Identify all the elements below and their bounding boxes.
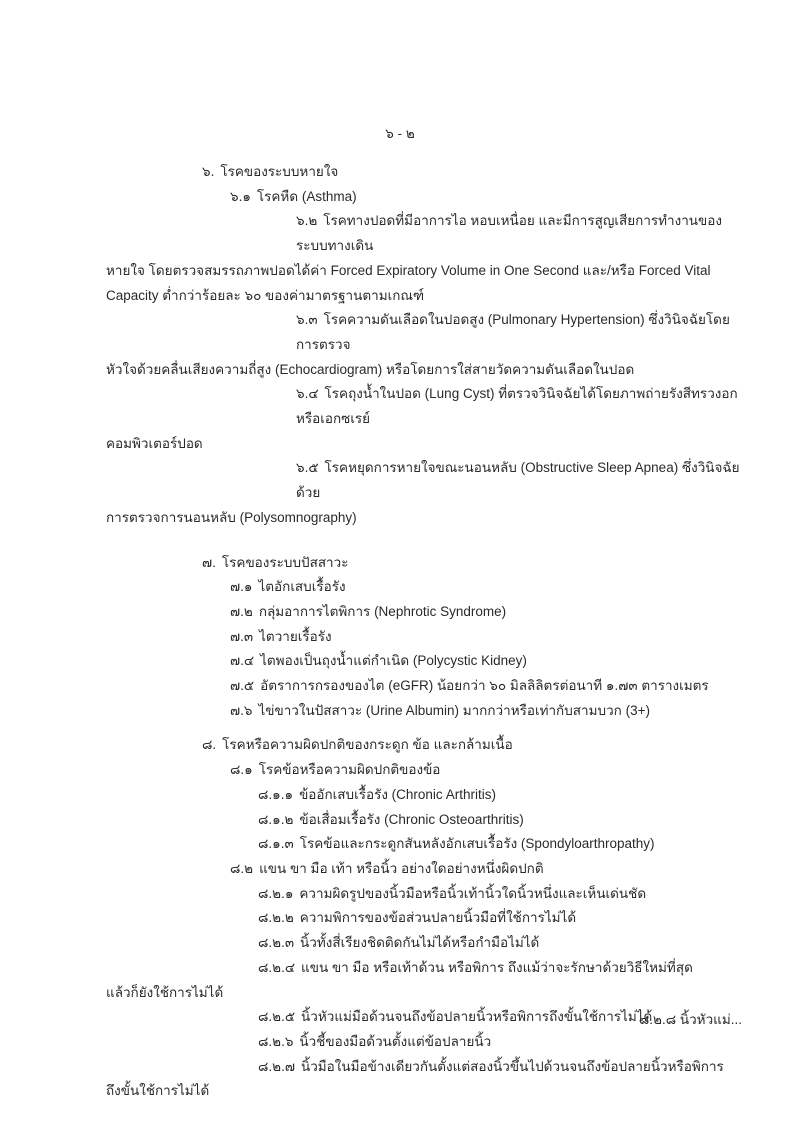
item-text: โรคหรือความผิดปกติของกระดูก ข้อ และกล้ามเนื้อ — [222, 737, 513, 753]
continuation-marker: ๘.๒.๘ นิ้วหัวแม่... — [638, 1012, 742, 1027]
list-item — [106, 832, 742, 857]
list-item — [106, 882, 742, 907]
list-item — [106, 931, 742, 956]
section-heading-7 — [106, 551, 742, 576]
continuation-line: คอมพิวเตอร์ปอด — [106, 435, 203, 451]
list-item — [106, 1055, 742, 1080]
item-text: แขน ขา มือ เท้า หรือนิ้ว อย่างใดอย่างหนึ่งผิดปกติ — [259, 860, 544, 876]
item-text: แขน ขา มือ หรือเท้าด้วน หรือพิการ ถึงแม้ว่าจะรักษาด้วยวิธีใหม่ที่สุด — [301, 959, 693, 975]
item-number: ๗. — [202, 554, 216, 570]
item-text: โรคของระบบหายใจ — [220, 164, 339, 179]
item-text: โรคข้อและกระดูกสันหลังอักเสบเรื้อรัง (Spondyloarthropathy) — [299, 836, 655, 852]
item-text: โรคข้อหรือความผิดปกติของข้อ — [258, 762, 441, 778]
item-text: นิ้วชี้ของมือด้วนตั้งแต่ข้อปลายนิ้ว — [299, 1033, 492, 1049]
item-number: ๖.๑ — [230, 188, 251, 204]
item-number: ๖. — [202, 164, 215, 179]
item-number: ๖.๒ — [296, 213, 318, 229]
list-item — [106, 758, 742, 783]
item-number: ๖.๕ — [296, 460, 319, 476]
item-number: ๘.๒.๕ — [258, 1009, 296, 1025]
item-text: ไตพองเป็นถุงน้ำแต่กำเนิด (Polycystic Kidney) — [260, 653, 527, 669]
item-text: นิ้วทั้งสี่เรียงชิดติดกันไม่ได้หรือกำมือไม่ได้ — [300, 935, 540, 951]
list-item — [106, 1030, 742, 1055]
list-item — [106, 308, 742, 357]
item-number: ๘.๒.๖ — [258, 1033, 294, 1049]
item-number: ๘.๒.๗ — [258, 1058, 295, 1074]
item-text: ข้อเสื่อมเรื้อรัง (Chronic Osteoarthritis) — [299, 811, 524, 827]
item-number: ๘. — [202, 737, 217, 753]
item-number: ๖.๓ — [296, 312, 318, 328]
item-number: ๘.๑.๒ — [258, 811, 294, 827]
continuation-line: แล้วก็ยังใช้การไม่ได้ — [106, 984, 224, 1000]
list-item — [106, 674, 742, 699]
list-item — [106, 625, 742, 650]
list-item — [106, 783, 742, 808]
item-text: โรคทางปอดที่มีอาการไอ หอบเหนื่อย และมีการสูญเสียการทำงานของระบบทางเดิน — [296, 213, 722, 254]
item-number: ๗.๖ — [230, 702, 253, 718]
item-number: ๘.๒.๔ — [258, 959, 296, 975]
list-item — [106, 649, 742, 674]
item-text: ความผิดรูปของนิ้วมือหรือนิ้วเท้านิ้วใดนิ้วหนึ่งและเห็นเด่นชัด — [299, 885, 647, 901]
item-text: โรคถุงน้ำในปอด (Lung Cyst) ที่ตรวจวินิจฉัยได้โดยภาพถ่ายรังสีทรวงอก หรือเอกซเรย์ — [296, 386, 738, 427]
item-number: ๘.๒ — [230, 860, 254, 876]
item-text: ไตวายเรื้อรัง — [259, 628, 332, 644]
item-number: ๗.๓ — [230, 628, 254, 644]
item-number: ๘.๑ — [230, 762, 253, 778]
item-number: ๗.๒ — [230, 603, 253, 619]
item-number: ๗.๕ — [230, 678, 255, 694]
item-number: ๘.๒.๓ — [258, 935, 295, 951]
continuation-line: Capacity ต่ำกว่าร้อยละ ๖๐ ของค่ามาตรฐานตามเกณฑ์ — [106, 287, 425, 303]
item-text: ไตอักเสบเรื้อรัง — [258, 579, 346, 595]
item-number: ๖.๔ — [296, 386, 319, 402]
item-number: ๘.๒.๑ — [258, 885, 294, 901]
list-item — [106, 857, 742, 882]
section-heading-8 — [106, 733, 742, 758]
item-text: อัตราการกรองของไต (eGFR) น้อยกว่า ๖๐ มิลลิลิตรต่อนาที ๑.๗๓ ตารางเมตร — [260, 678, 709, 694]
item-text: ไข่ขาวในปัสสาวะ (Urine Albumin) มากกว่าหรือเท่ากับสามบวก (3+) — [258, 702, 650, 718]
list-item — [106, 699, 742, 724]
list-item — [106, 956, 742, 981]
item-number: ๘.๑.๓ — [258, 836, 294, 852]
list-item — [106, 382, 742, 431]
item-number: ๘.๑.๑ — [258, 786, 294, 802]
item-text: โรคความดันเลือดในปอดสูง (Pulmonary Hypertension) ซึ่งวินิจฉัยโดยการตรวจ — [296, 312, 730, 352]
section-heading-6 — [106, 160, 742, 185]
list-item — [106, 456, 742, 505]
item-text: ความพิการของข้อส่วนปลายนิ้วมือที่ใช้การไม่ได้ — [299, 910, 577, 926]
continuation-line: การตรวจการนอนหลับ (Polysomnography) — [106, 509, 357, 525]
list-item — [106, 906, 742, 931]
item-number: ๘.๒.๒ — [258, 910, 294, 926]
continuation-line: หายใจ โดยตรวจสมรรถภาพปอดได้ค่า Forced Expiratory Volume in One Second และ/หรือ Forced Vital — [106, 262, 711, 278]
document-body — [106, 160, 742, 1104]
item-text: โรคหยุดการหายใจขณะนอนหลับ (Obstructive Sleep Apnea) ซึ่งวินิจฉัยด้วย — [296, 460, 740, 501]
item-text: โรคของระบบปัสสาวะ — [221, 554, 349, 570]
continuation-line: หัวใจด้วยคลื่นเสียงความถี่สูง (Echocardiogram) หรือโดยการใส่สายวัดความดันเลือดในปอด — [106, 361, 635, 377]
list-item — [106, 600, 742, 625]
item-text: ข้ออักเสบเรื้อรัง (Chronic Arthritis) — [299, 786, 496, 802]
list-item — [106, 808, 742, 833]
item-text: โรคหืด (Asthma) — [256, 188, 357, 204]
item-text: นิ้วหัวแม่มือด้วนจนถึงข้อปลายนิ้วหรือพิการถึงขั้นใช้การไม่ได้ — [301, 1009, 653, 1025]
continuation-line: ถึงขั้นใช้การไม่ได้ — [106, 1083, 210, 1099]
list-item — [106, 575, 742, 600]
item-text: กลุ่มอาการไตพิการ (Nephrotic Syndrome) — [258, 603, 507, 619]
item-number: ๗.๔ — [230, 653, 255, 669]
list-item — [106, 185, 742, 210]
item-number: ๗.๑ — [230, 579, 253, 595]
page-number: ๖ - ๒ — [385, 126, 415, 141]
list-item — [106, 209, 742, 258]
item-text: นิ้วมือในมือข้างเดียวกันตั้งแต่สองนิ้วขึ้นไปด้วนจนถึงข้อปลายนิ้วหรือพิการ — [300, 1058, 724, 1074]
